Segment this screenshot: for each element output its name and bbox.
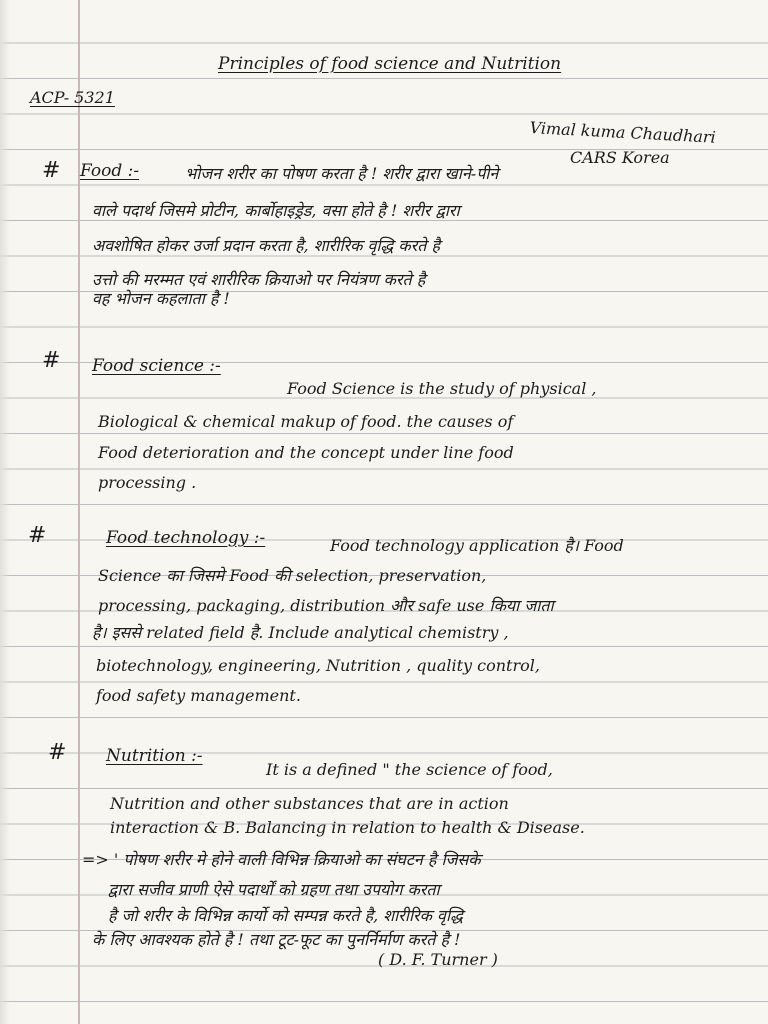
text-line: It is a defined " the science of food, xyxy=(266,760,553,779)
text-line: वाले पदार्थ जिसमे प्रोटीन, कार्बोहाइड्रेड, वसा होते है ! शरीर द्वारा xyxy=(92,201,460,220)
section-bullet: # xyxy=(28,523,47,548)
section-heading-food-technology: Food technology :- xyxy=(106,528,266,548)
text-line: processing, packaging, distribution और safe use किया जाता xyxy=(98,596,554,615)
text-line: Food technology application है। Food xyxy=(330,536,624,555)
section-bullet: # xyxy=(48,740,67,765)
text-line: Science का जिसमे Food की selection, preservation, xyxy=(98,566,487,585)
section-bullet: # xyxy=(42,348,61,373)
text-line: processing . xyxy=(98,473,197,492)
text-line: के लिए आवश्यक होते है ! तथा टूट-फूट का पुनर्निर्माण करते है ! xyxy=(92,930,461,949)
text-line: => ' पोषण शरीर मे होने वाली विभिन्न क्रियाओ का संघटन है जिसके xyxy=(82,850,481,869)
text-line: वह भोजन कहलाता है ! xyxy=(92,289,230,308)
text-line: interaction & B. Balancing in relation to health & Disease. xyxy=(110,818,585,837)
author-name: Vimal kuma Chaudhari xyxy=(529,118,717,147)
text-line: Nutrition and other substances that are in action xyxy=(110,794,509,813)
section-heading-food-science: Food science :- xyxy=(92,356,221,376)
text-line: भोजन शरीर का पोषण करता है ! शरीर द्वारा खाने-पीने xyxy=(185,164,499,183)
text-line: द्वारा सजीव प्राणी ऐसे पदार्थों को ग्रहण तथा उपयोग करता xyxy=(108,880,440,899)
section-heading-food: Food :- xyxy=(80,161,140,181)
section-heading-nutrition: Nutrition :- xyxy=(106,746,203,766)
margin-line xyxy=(78,0,80,1024)
text-line: Food Science is the study of physical , xyxy=(287,379,597,398)
text-line: है जो शरीर के विभिन्न कार्यो को सम्पन्न करते है, शारीरिक वृद्धि xyxy=(108,906,463,925)
citation: ( D. F. Turner ) xyxy=(378,950,498,969)
text-line: food safety management. xyxy=(96,686,301,705)
section-bullet: # xyxy=(42,158,61,183)
text-line: है। इससे related field है. Include analytical chemistry , xyxy=(92,623,509,642)
text-line: अवशोषित होकर उर्जा प्रदान करता है, शारीरिक वृद्धि करते है xyxy=(92,236,440,255)
text-line: Biological & chemical makup of food. the causes of xyxy=(98,412,514,431)
page-title: Principles of food science and Nutrition xyxy=(218,54,562,74)
author-affiliation: CARS Korea xyxy=(570,148,670,167)
text-line: biotechnology, engineering, Nutrition , quality control, xyxy=(96,656,540,675)
text-line: उत्तो की मरम्मत एवं शारीरिक क्रियाओ पर नियंत्रण करते है xyxy=(92,270,426,289)
text-line: Food deterioration and the concept under line food xyxy=(98,443,514,462)
course-code: ACP- 5321 xyxy=(30,88,115,107)
page-binding-shadow xyxy=(0,0,10,1024)
